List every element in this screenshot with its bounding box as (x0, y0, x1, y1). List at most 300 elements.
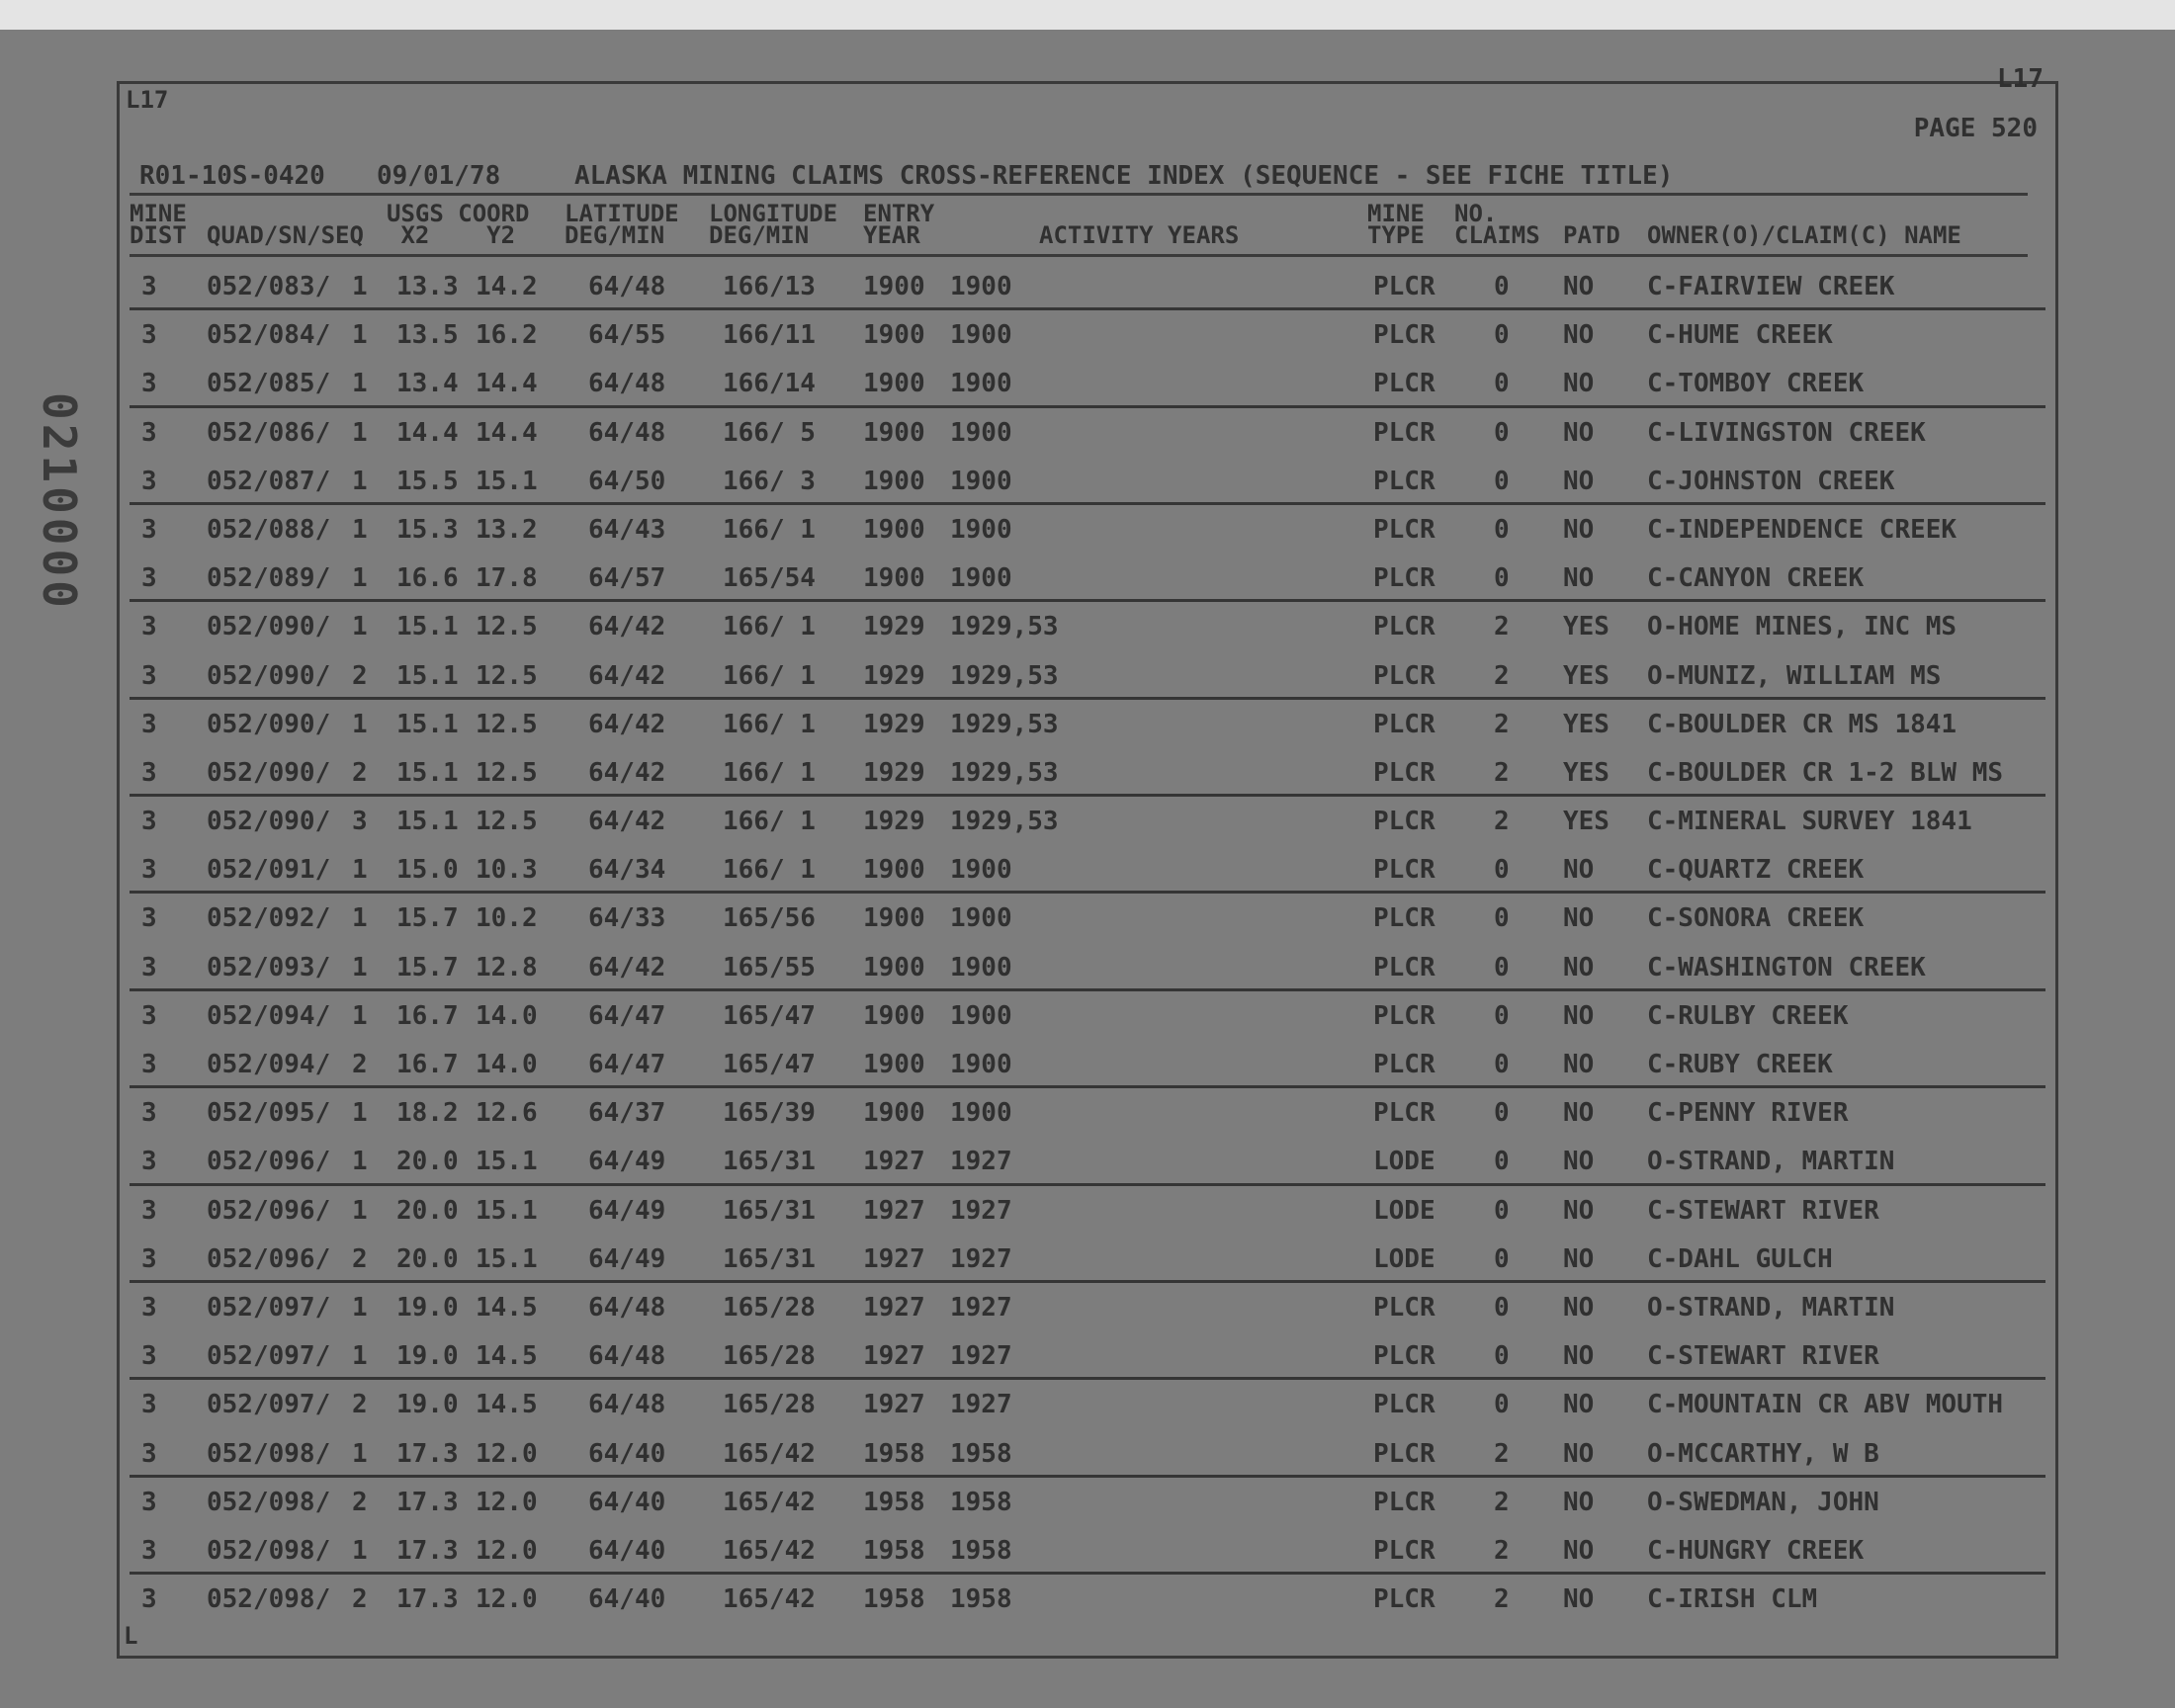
mine-type-cell: PLCR (1373, 1292, 1436, 1323)
activity-years-cell: 1927 (950, 1243, 1012, 1274)
mine-type-cell: PLCR (1373, 417, 1436, 448)
coord-y2-cell: 14.2 (476, 272, 538, 301)
table-row (120, 1478, 2055, 1526)
latitude-cell: 64/49 (588, 1195, 666, 1226)
col-header-claims: NO. CLAIMS (1454, 200, 1540, 249)
longitude-cell: 165/31 (723, 1243, 816, 1274)
quad-cell: 052/093/ (207, 952, 331, 982)
mine-district-cell: 3 (141, 514, 157, 545)
mine-district-cell: 3 (141, 952, 157, 982)
entry-year-cell: 1929 (863, 709, 925, 739)
mine-district-cell: 3 (141, 1390, 157, 1420)
quad-cell: 052/090/ (207, 709, 331, 739)
claims-count-cell: 0 (1494, 1000, 1510, 1031)
mine-type-cell: PLCR (1373, 1098, 1436, 1129)
mine-type-cell: PLCR (1373, 807, 1436, 837)
sequence-cell: 1 (352, 1098, 368, 1129)
latitude-cell: 64/42 (588, 660, 666, 691)
longitude-cell: 166/ 1 (723, 855, 816, 886)
coord-y2-cell: 15.1 (476, 1147, 538, 1177)
activity-years-cell: 1900 (950, 1050, 1012, 1079)
claims-count-cell: 2 (1494, 612, 1510, 642)
longitude-cell: 165/31 (723, 1147, 816, 1177)
sequence-cell: 1 (352, 272, 368, 301)
entry-year-cell: 1900 (863, 369, 925, 399)
table-row (120, 1526, 2055, 1575)
claims-count-cell: 0 (1494, 952, 1510, 982)
coord-x2-cell: 15.1 (396, 757, 459, 788)
quad-cell: 052/097/ (207, 1292, 331, 1323)
mine-district-cell: 3 (141, 466, 157, 496)
longitude-cell: 165/42 (723, 1487, 816, 1517)
patented-cell: NO (1563, 1243, 1595, 1274)
sequence-cell: 1 (352, 369, 368, 399)
latitude-cell: 64/47 (588, 1050, 666, 1079)
sequence-cell: 1 (352, 1438, 368, 1469)
coord-y2-cell: 14.0 (476, 1050, 538, 1079)
owner-claim-name-cell: O-HOME MINES, INC MS (1647, 612, 1958, 642)
coord-y2-cell: 12.0 (476, 1584, 538, 1615)
latitude-cell: 64/57 (588, 563, 666, 594)
table-row (120, 359, 2055, 407)
corner-label-right: L17 (1997, 64, 2044, 94)
quad-cell: 052/095/ (207, 1098, 331, 1129)
mine-district-cell: 3 (141, 1341, 157, 1372)
mine-type-cell: PLCR (1373, 1341, 1436, 1372)
coord-y2-cell: 17.8 (476, 563, 538, 594)
col-header-lat: LATITUDE DEG/MIN (565, 200, 679, 249)
quad-cell: 052/087/ (207, 466, 331, 496)
claims-count-cell: 2 (1494, 757, 1510, 788)
mine-district-cell: 3 (141, 660, 157, 691)
col-header-activity: ACTIVITY YEARS (1039, 221, 1240, 249)
patented-cell: NO (1563, 903, 1595, 934)
entry-year-cell: 1927 (863, 1292, 925, 1323)
mine-type-cell: PLCR (1373, 1000, 1436, 1031)
patented-cell: NO (1563, 952, 1595, 982)
owner-claim-name-cell: C-MOUNTAIN CR ABV MOUTH (1647, 1390, 2004, 1420)
mine-district-cell: 3 (141, 612, 157, 642)
entry-year-cell: 1927 (863, 1390, 925, 1420)
coord-y2-cell: 12.6 (476, 1098, 538, 1129)
entry-year-cell: 1900 (863, 952, 925, 982)
latitude-cell: 64/42 (588, 807, 666, 837)
entry-year-cell: 1900 (863, 272, 925, 301)
latitude-cell: 64/48 (588, 369, 666, 399)
coord-y2-cell: 12.0 (476, 1438, 538, 1469)
mine-type-cell: PLCR (1373, 466, 1436, 496)
table-row (120, 1283, 2055, 1331)
entry-year-cell: 1929 (863, 660, 925, 691)
latitude-cell: 64/40 (588, 1535, 666, 1566)
activity-years-cell: 1927 (950, 1390, 1012, 1420)
mine-district-cell: 3 (141, 272, 157, 301)
coord-x2-cell: 16.7 (396, 1050, 459, 1079)
latitude-cell: 64/48 (588, 417, 666, 448)
coord-x2-cell: 17.3 (396, 1438, 459, 1469)
mine-district-cell: 3 (141, 417, 157, 448)
mine-district-cell: 3 (141, 1584, 157, 1615)
coord-x2-cell: 15.0 (396, 855, 459, 886)
quad-cell: 052/097/ (207, 1341, 331, 1372)
coord-y2-cell: 14.4 (476, 417, 538, 448)
coord-x2-cell: 15.1 (396, 807, 459, 837)
coord-y2-cell: 12.5 (476, 709, 538, 739)
report-id: R01-10S-0420 (139, 161, 325, 191)
quad-cell: 052/089/ (207, 563, 331, 594)
patented-cell: NO (1563, 1000, 1595, 1031)
table-row (120, 894, 2055, 942)
mine-district-cell: 3 (141, 1098, 157, 1129)
owner-claim-name-cell: C-DAHL GULCH (1647, 1243, 1833, 1274)
coord-x2-cell: 15.5 (396, 466, 459, 496)
claims-count-cell: 2 (1494, 660, 1510, 691)
coord-x2-cell: 15.3 (396, 514, 459, 545)
activity-years-cell: 1929,53 (950, 807, 1059, 837)
latitude-cell: 64/40 (588, 1584, 666, 1615)
coord-y2-cell: 15.1 (476, 466, 538, 496)
mine-district-cell: 3 (141, 807, 157, 837)
owner-claim-name-cell: O-STRAND, MARTIN (1647, 1147, 1895, 1177)
quad-cell: 052/097/ (207, 1390, 331, 1420)
header-rule (130, 254, 2028, 257)
mine-type-cell: PLCR (1373, 320, 1436, 351)
col-header-name: OWNER(O)/CLAIM(C) NAME (1647, 221, 1961, 249)
claims-count-cell: 0 (1494, 369, 1510, 399)
coord-y2-cell: 15.1 (476, 1243, 538, 1274)
longitude-cell: 166/ 1 (723, 612, 816, 642)
quad-cell: 052/084/ (207, 320, 331, 351)
mine-type-cell: PLCR (1373, 563, 1436, 594)
table-row (120, 1088, 2055, 1137)
latitude-cell: 64/34 (588, 855, 666, 886)
sequence-cell: 2 (352, 757, 368, 788)
sequence-cell: 1 (352, 1147, 368, 1177)
mine-type-cell: PLCR (1373, 855, 1436, 886)
patented-cell: NO (1563, 563, 1595, 594)
coord-x2-cell: 17.3 (396, 1487, 459, 1517)
patented-cell: YES (1563, 660, 1610, 691)
table-row (120, 1380, 2055, 1428)
coord-y2-cell: 15.1 (476, 1195, 538, 1226)
quad-cell: 052/088/ (207, 514, 331, 545)
claims-count-cell: 0 (1494, 1390, 1510, 1420)
longitude-cell: 166/13 (723, 272, 816, 301)
sequence-cell: 1 (352, 1341, 368, 1372)
patented-cell: NO (1563, 369, 1595, 399)
owner-claim-name-cell: C-BOULDER CR MS 1841 (1647, 709, 1958, 739)
latitude-cell: 64/33 (588, 903, 666, 934)
mine-district-cell: 3 (141, 709, 157, 739)
mine-district-cell: 3 (141, 903, 157, 934)
longitude-cell: 166/ 1 (723, 757, 816, 788)
coord-y2-cell: 16.2 (476, 320, 538, 351)
col-header-dist: MINE DIST (130, 200, 187, 249)
table-row (120, 1040, 2055, 1088)
activity-years-cell: 1927 (950, 1195, 1012, 1226)
table-row (120, 1575, 2055, 1623)
coord-x2-cell: 15.1 (396, 612, 459, 642)
claims-count-cell: 0 (1494, 1050, 1510, 1079)
entry-year-cell: 1958 (863, 1438, 925, 1469)
mine-district-cell: 3 (141, 1195, 157, 1226)
table-row (120, 457, 2055, 505)
index-sheet (117, 64, 2058, 1659)
activity-years-cell: 1929,53 (950, 757, 1059, 788)
coord-y2-cell: 12.0 (476, 1535, 538, 1566)
corner-mark: L (124, 1622, 138, 1650)
activity-years-cell: 1929,53 (950, 660, 1059, 691)
entry-year-cell: 1900 (863, 320, 925, 351)
latitude-cell: 64/42 (588, 709, 666, 739)
table-row (120, 797, 2055, 845)
activity-years-cell: 1900 (950, 514, 1012, 545)
microfiche-stamp: 0210000 (33, 392, 86, 612)
latitude-cell: 64/40 (588, 1438, 666, 1469)
owner-claim-name-cell: C-STEWART RIVER (1647, 1195, 1879, 1226)
patented-cell: NO (1563, 855, 1595, 886)
entry-year-cell: 1927 (863, 1243, 925, 1274)
quad-cell: 052/094/ (207, 1000, 331, 1031)
claims-count-cell: 2 (1494, 1487, 1510, 1517)
longitude-cell: 165/28 (723, 1341, 816, 1372)
activity-years-cell: 1900 (950, 952, 1012, 982)
sequence-cell: 1 (352, 563, 368, 594)
mine-type-cell: PLCR (1373, 952, 1436, 982)
mine-type-cell: PLCR (1373, 660, 1436, 691)
owner-claim-name-cell: C-FAIRVIEW CREEK (1647, 272, 1895, 301)
latitude-cell: 64/47 (588, 1000, 666, 1031)
coord-x2-cell: 20.0 (396, 1195, 459, 1226)
table-row (120, 1235, 2055, 1283)
owner-claim-name-cell: C-QUARTZ CREEK (1647, 855, 1865, 886)
coord-x2-cell: 18.2 (396, 1098, 459, 1129)
corner-label-left: L17 (126, 86, 169, 114)
sequence-cell: 1 (352, 417, 368, 448)
sequence-cell: 1 (352, 612, 368, 642)
coord-y2-cell: 12.5 (476, 807, 538, 837)
patented-cell: YES (1563, 709, 1610, 739)
mine-type-cell: LODE (1373, 1147, 1436, 1177)
owner-claim-name-cell: C-HUNGRY CREEK (1647, 1535, 1865, 1566)
col-header-patented: PATD (1563, 221, 1620, 249)
patented-cell: NO (1563, 320, 1595, 351)
entry-year-cell: 1927 (863, 1195, 925, 1226)
owner-claim-name-cell: O-MUNIZ, WILLIAM MS (1647, 660, 1942, 691)
quad-cell: 052/090/ (207, 660, 331, 691)
coord-y2-cell: 12.5 (476, 612, 538, 642)
activity-years-cell: 1958 (950, 1535, 1012, 1566)
patented-cell: NO (1563, 1535, 1595, 1566)
claims-count-cell: 0 (1494, 1341, 1510, 1372)
activity-years-cell: 1927 (950, 1341, 1012, 1372)
claims-count-cell: 0 (1494, 1195, 1510, 1226)
mine-type-cell: PLCR (1373, 612, 1436, 642)
latitude-cell: 64/42 (588, 757, 666, 788)
claims-count-cell: 0 (1494, 417, 1510, 448)
coord-x2-cell: 13.5 (396, 320, 459, 351)
mine-district-cell: 3 (141, 1050, 157, 1079)
latitude-cell: 64/37 (588, 1098, 666, 1129)
table-row (120, 748, 2055, 797)
col-header-coord: USGS COORD X2 Y2 (387, 200, 530, 249)
quad-cell: 052/096/ (207, 1147, 331, 1177)
longitude-cell: 165/47 (723, 1000, 816, 1031)
coord-x2-cell: 20.0 (396, 1147, 459, 1177)
mine-type-cell: LODE (1373, 1195, 1436, 1226)
col-header-entry: ENTRY YEAR (863, 200, 935, 249)
owner-claim-name-cell: C-WASHINGTON CREEK (1647, 952, 1926, 982)
report-title: ALASKA MINING CLAIMS CROSS-REFERENCE INDEX (SEQUENCE - SEE FICHE TITLE) (574, 161, 1674, 191)
page-label: PAGE (1913, 114, 1976, 143)
patented-cell: NO (1563, 466, 1595, 496)
claims-count-cell: 0 (1494, 563, 1510, 594)
mine-type-cell: PLCR (1373, 272, 1436, 301)
sequence-cell: 1 (352, 1000, 368, 1031)
longitude-cell: 166/ 3 (723, 466, 816, 496)
table-row (120, 408, 2055, 457)
sequence-cell: 1 (352, 903, 368, 934)
longitude-cell: 166/ 1 (723, 807, 816, 837)
activity-years-cell: 1900 (950, 466, 1012, 496)
table-row (120, 991, 2055, 1040)
entry-year-cell: 1900 (863, 1000, 925, 1031)
latitude-cell: 64/43 (588, 514, 666, 545)
col-header-type: MINE TYPE (1367, 200, 1425, 249)
quad-cell: 052/092/ (207, 903, 331, 934)
claims-count-cell: 2 (1494, 709, 1510, 739)
patented-cell: NO (1563, 1390, 1595, 1420)
mine-district-cell: 3 (141, 1438, 157, 1469)
activity-years-cell: 1927 (950, 1292, 1012, 1323)
coord-y2-cell: 14.0 (476, 1000, 538, 1031)
coord-x2-cell: 16.6 (396, 563, 459, 594)
coord-y2-cell: 14.5 (476, 1292, 538, 1323)
col-header-lon: LONGITUDE DEG/MIN (709, 200, 838, 249)
table-row (120, 602, 2055, 650)
sequence-cell: 2 (352, 1487, 368, 1517)
quad-cell: 052/094/ (207, 1050, 331, 1079)
coord-x2-cell: 13.4 (396, 369, 459, 399)
entry-year-cell: 1900 (863, 855, 925, 886)
sequence-cell: 2 (352, 1390, 368, 1420)
quad-cell: 052/096/ (207, 1243, 331, 1274)
latitude-cell: 64/50 (588, 466, 666, 496)
quad-cell: 052/085/ (207, 369, 331, 399)
activity-years-cell: 1900 (950, 855, 1012, 886)
table-row (120, 554, 2055, 602)
patented-cell: YES (1563, 807, 1610, 837)
owner-claim-name-cell: C-MINERAL SURVEY 1841 (1647, 807, 1972, 837)
mine-type-cell: PLCR (1373, 1050, 1436, 1079)
longitude-cell: 165/42 (723, 1584, 816, 1615)
patented-cell: NO (1563, 1292, 1595, 1323)
coord-y2-cell: 14.5 (476, 1390, 538, 1420)
claims-count-cell: 0 (1494, 1147, 1510, 1177)
longitude-cell: 165/47 (723, 1050, 816, 1079)
owner-claim-name-cell: C-JOHNSTON CREEK (1647, 466, 1895, 496)
activity-years-cell: 1958 (950, 1487, 1012, 1517)
mine-district-cell: 3 (141, 1000, 157, 1031)
sequence-cell: 3 (352, 807, 368, 837)
coord-x2-cell: 15.1 (396, 709, 459, 739)
mine-type-cell: PLCR (1373, 709, 1436, 739)
sequence-cell: 1 (352, 1292, 368, 1323)
table-row (120, 943, 2055, 991)
mine-type-cell: PLCR (1373, 1438, 1436, 1469)
coord-x2-cell: 19.0 (396, 1390, 459, 1420)
table-row (120, 1331, 2055, 1380)
mine-district-cell: 3 (141, 1147, 157, 1177)
mine-type-cell: PLCR (1373, 903, 1436, 934)
activity-years-cell: 1927 (950, 1147, 1012, 1177)
quad-cell: 052/098/ (207, 1584, 331, 1615)
quad-cell: 052/086/ (207, 417, 331, 448)
activity-years-cell: 1958 (950, 1584, 1012, 1615)
owner-claim-name-cell: C-SONORA CREEK (1647, 903, 1865, 934)
quad-cell: 052/098/ (207, 1438, 331, 1469)
sequence-cell: 1 (352, 1195, 368, 1226)
entry-year-cell: 1900 (863, 514, 925, 545)
mine-district-cell: 3 (141, 1243, 157, 1274)
coord-y2-cell: 12.0 (476, 1487, 538, 1517)
sequence-cell: 2 (352, 1050, 368, 1079)
activity-years-cell: 1958 (950, 1438, 1012, 1469)
coord-x2-cell: 19.0 (396, 1341, 459, 1372)
coord-y2-cell: 12.8 (476, 952, 538, 982)
patented-cell: NO (1563, 1098, 1595, 1129)
report-header (130, 153, 2028, 196)
owner-claim-name-cell: O-STRAND, MARTIN (1647, 1292, 1895, 1323)
mine-district-cell: 3 (141, 563, 157, 594)
coord-x2-cell: 17.3 (396, 1584, 459, 1615)
claims-count-cell: 2 (1494, 807, 1510, 837)
claims-count-cell: 2 (1494, 1535, 1510, 1566)
longitude-cell: 165/28 (723, 1292, 816, 1323)
claims-count-cell: 0 (1494, 1243, 1510, 1274)
longitude-cell: 165/28 (723, 1390, 816, 1420)
sequence-cell: 1 (352, 1535, 368, 1566)
longitude-cell: 166/11 (723, 320, 816, 351)
owner-claim-name-cell: C-PENNY RIVER (1647, 1098, 1849, 1129)
entry-year-cell: 1929 (863, 612, 925, 642)
mine-type-cell: PLCR (1373, 1487, 1436, 1517)
sequence-cell: 2 (352, 1243, 368, 1274)
claims-count-cell: 0 (1494, 272, 1510, 301)
table-row (120, 262, 2055, 310)
longitude-cell: 165/42 (723, 1438, 816, 1469)
latitude-cell: 64/48 (588, 1292, 666, 1323)
quad-cell: 052/083/ (207, 272, 331, 301)
coord-x2-cell: 15.7 (396, 952, 459, 982)
table-row (120, 1137, 2055, 1185)
mine-type-cell: PLCR (1373, 757, 1436, 788)
quad-cell: 052/091/ (207, 855, 331, 886)
mine-type-cell: LODE (1373, 1243, 1436, 1274)
longitude-cell: 166/ 1 (723, 514, 816, 545)
entry-year-cell: 1927 (863, 1341, 925, 1372)
activity-years-cell: 1929,53 (950, 709, 1059, 739)
patented-cell: YES (1563, 612, 1610, 642)
table-row (120, 505, 2055, 554)
coord-x2-cell: 13.3 (396, 272, 459, 301)
quad-cell: 052/098/ (207, 1487, 331, 1517)
activity-years-cell: 1900 (950, 417, 1012, 448)
owner-claim-name-cell: C-LIVINGSTON CREEK (1647, 417, 1926, 448)
quad-cell: 052/090/ (207, 757, 331, 788)
activity-years-cell: 1929,53 (950, 612, 1059, 642)
table-row (120, 1429, 2055, 1478)
